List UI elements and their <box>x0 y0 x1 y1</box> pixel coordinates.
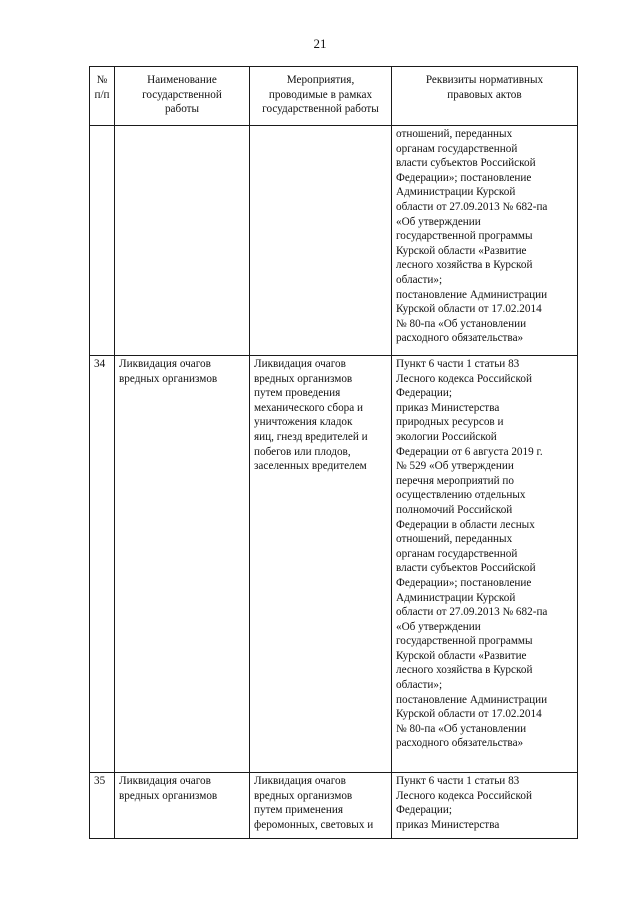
row-number: 34 <box>90 356 115 773</box>
header-number: № п/п <box>90 67 115 126</box>
regulations-table <box>89 66 578 839</box>
page-number: 21 <box>313 36 327 51</box>
activities-cell: Ликвидация очагов вредных организмов путем проведения механического сбора и уничтожения кладок яиц, гнезд вредителей и побегов или плодов, заселенных вредителем <box>250 356 392 773</box>
table-row <box>90 356 578 773</box>
header-work-name: Наименование государственной работы <box>115 67 250 126</box>
activities-cell: Ликвидация очагов вредных организмов путем применения феромонных, световых и <box>250 773 392 839</box>
table-row <box>90 773 578 839</box>
table-header-row <box>90 67 578 126</box>
work-name-cell: Ликвидация очагов вредных организмов <box>115 773 250 839</box>
work-name-cell <box>115 126 250 356</box>
table-row <box>90 126 578 356</box>
row-number: 35 <box>90 773 115 839</box>
work-name-cell: Ликвидация очагов вредных организмов <box>115 356 250 773</box>
legal-acts-cell: отношений, переданных органам государственной власти субъектов Российской Федерации»; постановление Администрации Курской области от 27.09.2013 № 682-па «Об утверждении государственной программы Курской области «Развитие лесного хозяйства в Курской области»; постановление Администрации Курской области от 17.02.2014 № 80-па «Об установлении расходного обязательства» <box>392 126 578 356</box>
row-number <box>90 126 115 356</box>
header-legal-acts: Реквизиты нормативных правовых актов <box>392 67 578 126</box>
header-activities: Мероприятия, проводимые в рамках государственной работы <box>250 67 392 126</box>
legal-acts-cell: Пункт 6 части 1 статьи 83 Лесного кодекса Российской Федерации; приказ Министерства <box>392 773 578 839</box>
activities-cell <box>250 126 392 356</box>
legal-acts-cell: Пункт 6 части 1 статьи 83 Лесного кодекса Российской Федерации; приказ Министерства природных ресурсов и экологии Российской Федерации от 6 августа 2019 г. № 529 «Об утверждении перечня мероприятий по осуществлению отдельных полномочий Российской Федерации в области лесных отношений, переданных органам государственной власти субъектов Российской Федерации»; постановление Администрации Курской области от 27.09.2013 № 682-па «Об утверждении государственной программы Курской области «Развитие лесного хозяйства в Курской области»; постановление Администрации Курской области от 17.02.2014 № 80-па «Об установлении расходного обязательства» <box>392 356 578 773</box>
